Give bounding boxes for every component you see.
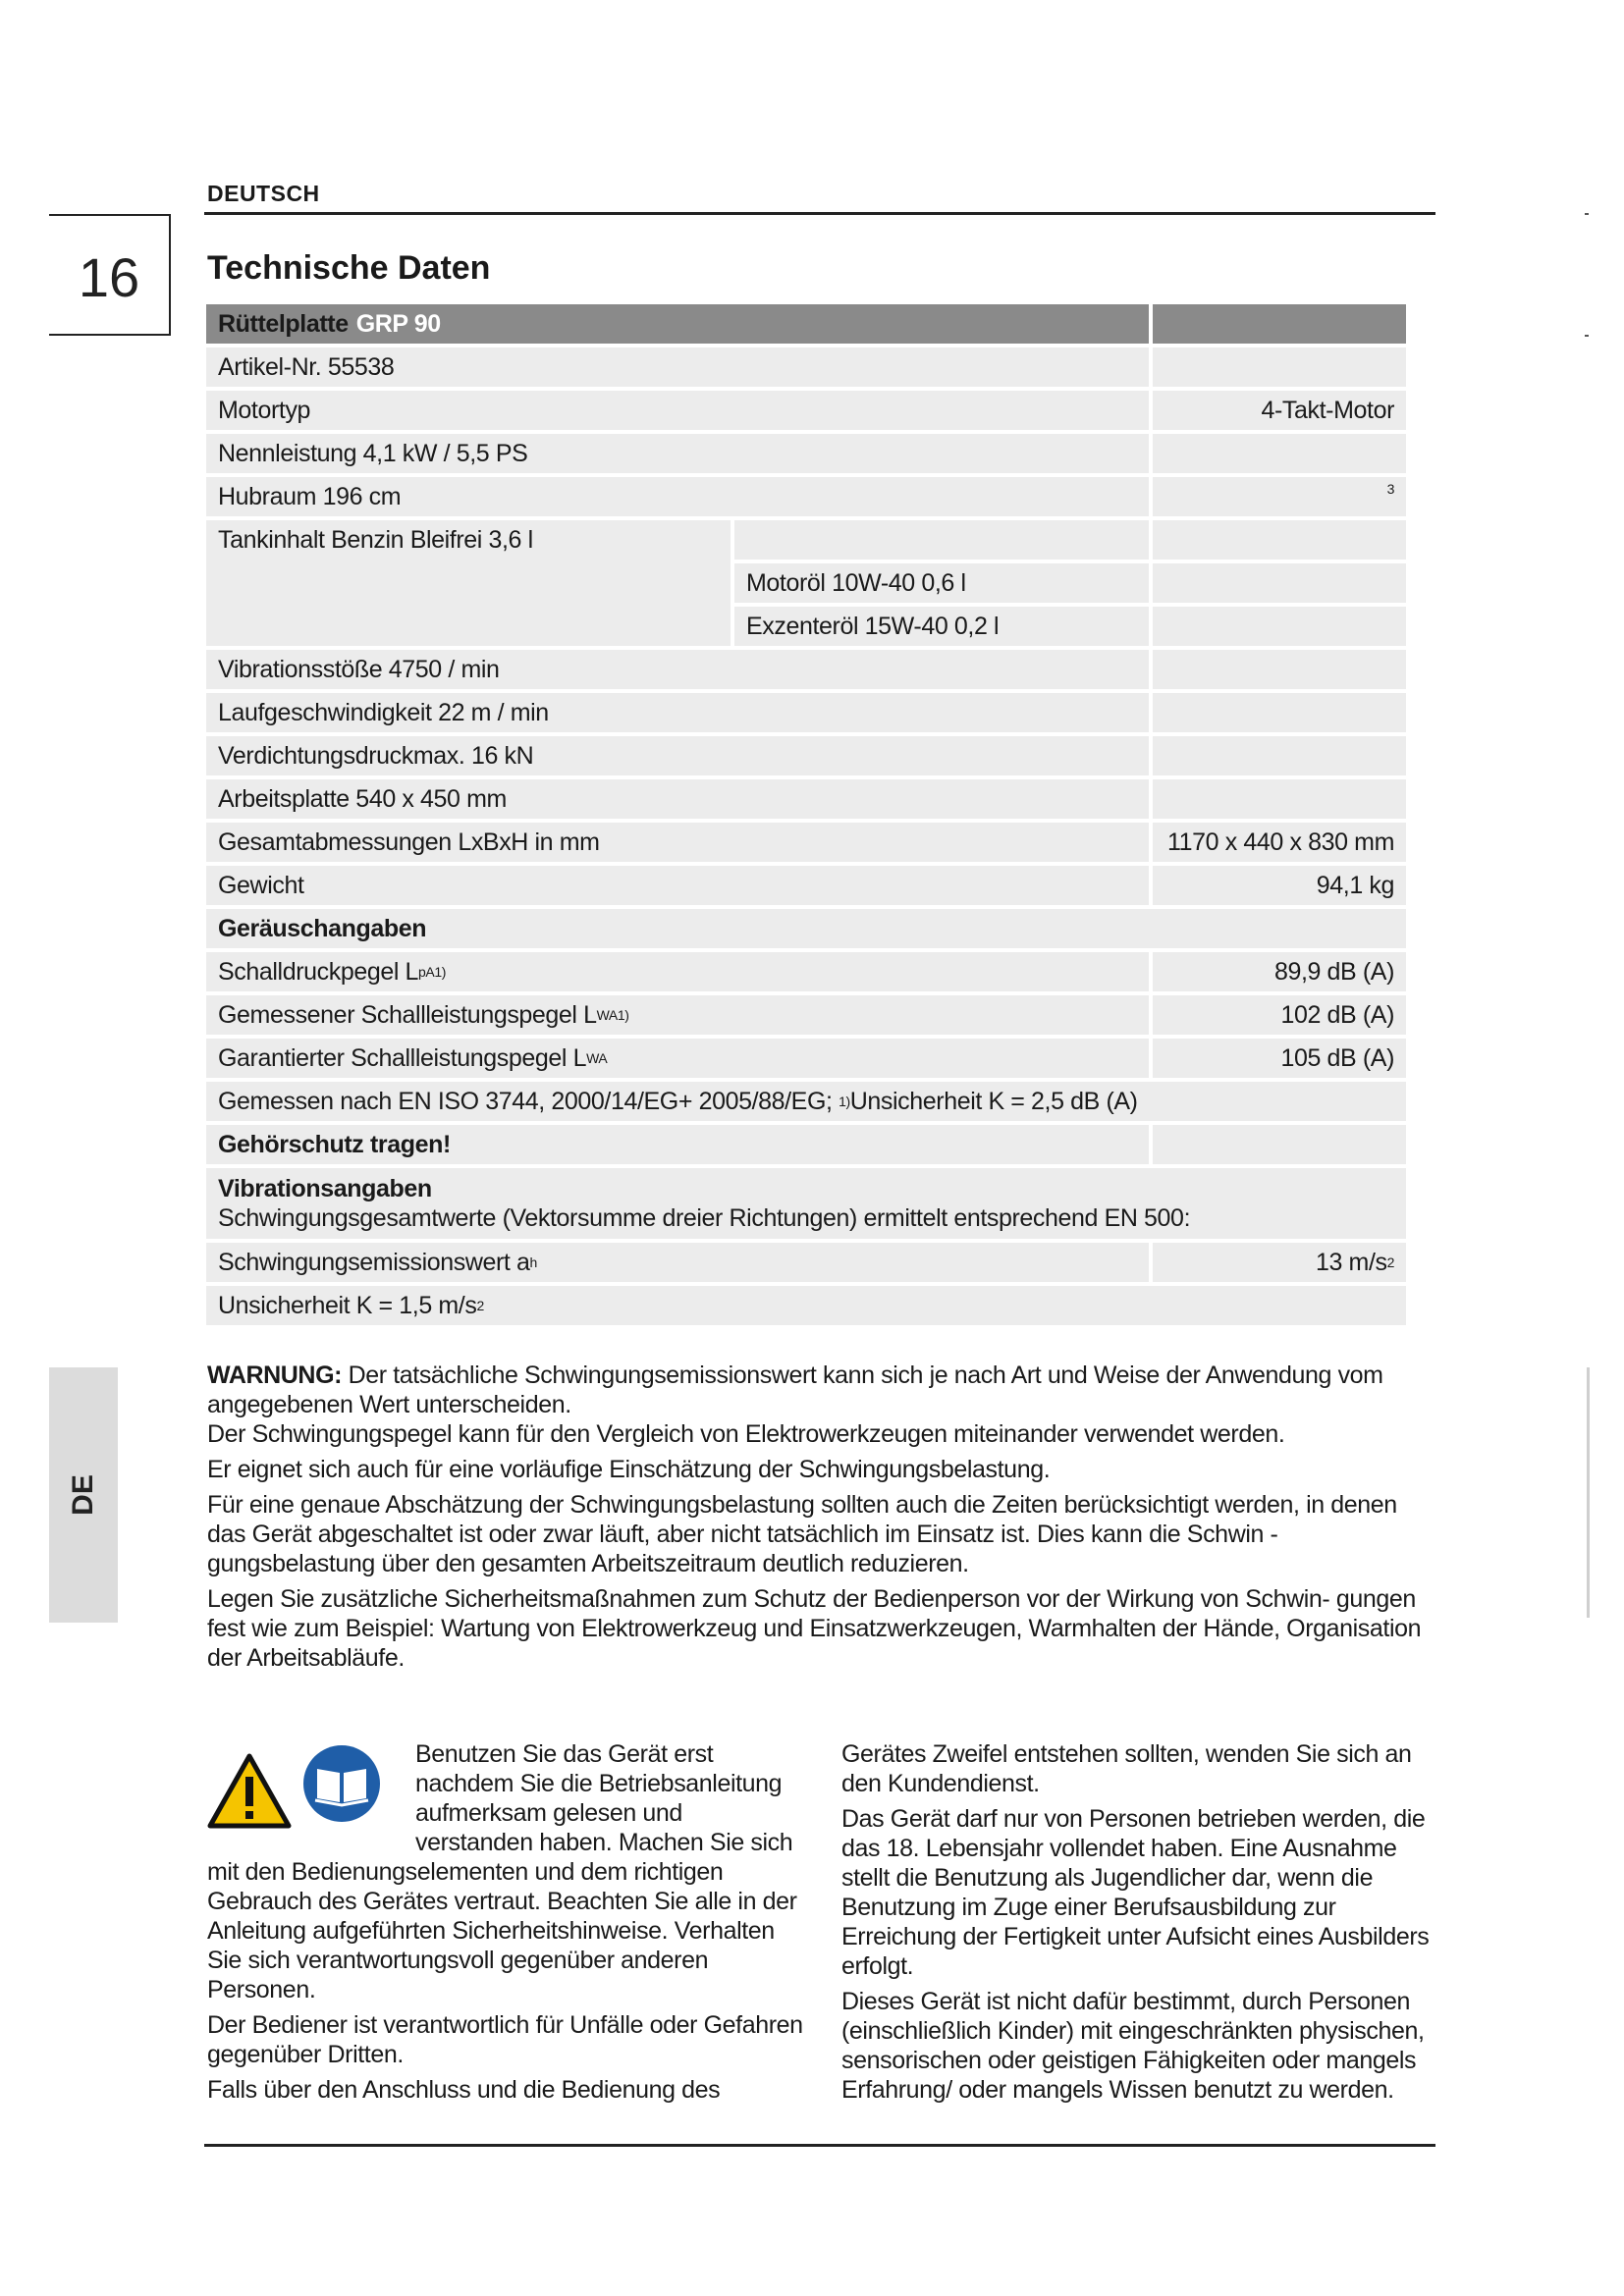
page-number: 16 — [78, 246, 140, 308]
safety-paragraph: Benutzen Sie das Gerät erst nachdem Sie die Betriebsanleitung aufmerksam gelesen und verstanden haben. Machen Sie sich mit den Bedienungselementen und dem richtigen Gebrauch des Gerätes vertraut. Beachten Sie alle in der Anleitung aufgeführten Sicherheitshinweise. Verhalten Sie sich verantwortungsvoll gegenüber anderen Personen. — [207, 1740, 797, 2003]
row-value — [1153, 1243, 1406, 1282]
label-text: Gemessener Schallleistungspegel L — [218, 1000, 597, 1029]
subscript: WA — [596, 1007, 618, 1023]
table-row — [206, 391, 1406, 430]
row-label: Artikel-Nr. 55538 — [206, 347, 1149, 387]
table-row — [206, 477, 1406, 516]
table-row — [206, 736, 1406, 775]
row-value — [1153, 347, 1406, 387]
subscript: WA — [586, 1050, 608, 1066]
label-text: Schalldruckpegel L — [218, 957, 419, 986]
table-row — [206, 866, 1406, 905]
left-column — [207, 1739, 806, 2110]
table-row — [206, 1082, 1406, 1121]
language-header: DEUTSCH — [207, 181, 320, 206]
table-row — [206, 1039, 1406, 1078]
safety-paragraph: Gerätes Zweifel entstehen sollten, wenden Sie sich an den Kundendienst. — [841, 1740, 1412, 1797]
row-label: Verdichtungsdruckmax. 16 kN — [206, 736, 1149, 775]
page-title: Technische Daten — [207, 249, 491, 287]
label-text: Schwingungsemissionswert a — [218, 1248, 530, 1276]
row-label: Arbeitsplatte 540 x 450 mm — [206, 779, 1149, 819]
row-value — [1153, 779, 1406, 819]
warning-label: WARNUNG: — [207, 1362, 343, 1389]
uncertainty-text: Unsicherheit K = 1,5 m/s — [218, 1291, 477, 1319]
superscript: 1) — [839, 1094, 850, 1109]
row-label — [206, 995, 1149, 1035]
row-label — [206, 952, 1149, 991]
row-label: Vibrationsstöße 4750 / min — [206, 650, 1149, 689]
tank-sub-column — [734, 520, 1149, 646]
subscript: pA — [418, 964, 435, 980]
safety-paragraph: Der Bediener ist verantwortlich für Unfälle oder Gefahren gegenüber Dritten. — [207, 2011, 803, 2068]
safety-icons — [207, 1741, 404, 1840]
tick-mark — [1585, 213, 1589, 215]
tank-label: Tankinhalt Benzin Bleifrei 3,6 l — [206, 520, 731, 646]
warning-text: Der Schwingungspegel kann für den Vergleich von Elektrowerkzeugen miteinander verwendet werden. — [207, 1420, 1285, 1448]
spec-table — [206, 304, 1406, 1329]
table-row — [206, 909, 1406, 948]
norm-text: Unsicherheit K = 2,5 dB (A) — [849, 1087, 1138, 1115]
table-row — [206, 952, 1406, 991]
row-value: 94,1 kg — [1153, 866, 1406, 905]
blank-cell — [734, 520, 1149, 560]
motor-oil: Motoröl 10W-40 0,6 l — [734, 563, 1149, 603]
warning-paragraph: Legen Sie zusätzliche Sicherheitsmaßnahmen zum Schutz der Bedienperson vor der Wirkung von Schwin- gungen fest wie zum Beispiel: Wartung von Elektrowerkzeug und Einsatzwerkzeugen, Warmhalten der Hände, Organisation der Arbeitsabläufe. — [207, 1585, 1422, 1672]
hearing-protection: Gehörschutz tragen! — [206, 1125, 1149, 1164]
table-row — [206, 1125, 1406, 1164]
row-value: 1170 x 440 x 830 mm — [1153, 823, 1406, 862]
label-text: Garantierter Schallleistungspegel L — [218, 1043, 587, 1072]
value-text: 13 m/s — [1315, 1248, 1387, 1276]
table-row — [206, 823, 1406, 862]
superscript: 3 — [1386, 481, 1394, 497]
warning-paragraph: Für eine genaue Abschätzung der Schwingungsbelastung sollten auch die Zeiten berücksichtigt werden, in denen das Gerät abgeschaltet ist oder zwar läuft, aber nicht tatsächlich im Einsatz ist. Dies kann die Schwin - gungsbelastung über den gesamten Arbeitszeitraum deutlich reduzieren. — [207, 1491, 1397, 1577]
subscript: h — [529, 1255, 537, 1270]
bottom-rule — [204, 2144, 1435, 2147]
uncertainty-note — [206, 1286, 1406, 1325]
row-value — [1153, 434, 1406, 473]
row-label: Nennleistung 4,1 kW / 5,5 PS — [206, 434, 1149, 473]
read-manual-icon — [301, 1743, 382, 1824]
side-tab-label: DE — [67, 1474, 99, 1516]
table-row — [206, 650, 1406, 689]
table-row — [206, 779, 1406, 819]
row-value — [1153, 520, 1406, 560]
row-value: 89,9 dB (A) — [1153, 952, 1406, 991]
superscript: 2 — [476, 1298, 484, 1313]
right-margin-mark — [1587, 1367, 1590, 1618]
row-label — [206, 1243, 1149, 1282]
row-label — [206, 1039, 1149, 1078]
safety-paragraph: Falls über den Anschluss und die Bedienung des — [207, 2076, 721, 2104]
row-value — [1153, 563, 1406, 603]
superscript: 1) — [617, 1007, 629, 1023]
noise-heading: Geräuschangaben — [206, 909, 1406, 948]
vibration-block — [206, 1168, 1406, 1239]
table-row — [206, 434, 1406, 473]
row-value: 102 dB (A) — [1153, 995, 1406, 1035]
table-header-cell — [206, 304, 1149, 344]
warning-triangle-icon — [207, 1753, 292, 1830]
language-side-tab — [49, 1367, 118, 1623]
table-header-row — [206, 304, 1406, 344]
row-label: Motortyp — [206, 391, 1149, 430]
row-value: 4-Takt-Motor — [1153, 391, 1406, 430]
norm-text: Gemessen nach EN ISO 3744, 2000/14/EG+ 2005/88/EG; — [218, 1087, 833, 1115]
warning-text: Der tatsächliche Schwingungsemissionswert kann sich je nach Art und Weise der Anwendung vom angegebenen Wert unterscheiden. — [207, 1362, 1383, 1418]
warning-paragraph: Er eignet sich auch für eine vorläufige Einschätzung der Schwingungsbelastung. — [207, 1456, 1051, 1483]
row-value — [1153, 650, 1406, 689]
row-label: Gewicht — [206, 866, 1149, 905]
table-row — [206, 1243, 1406, 1282]
norm-note — [206, 1082, 1406, 1121]
table-header-blank — [1153, 304, 1406, 344]
tank-block — [206, 520, 1406, 646]
eccentric-oil: Exzenteröl 15W-40 0,2 l — [734, 607, 1149, 646]
row-label: Laufgeschwindigkeit 22 m / min — [206, 693, 1149, 732]
row-value — [1153, 693, 1406, 732]
row-value — [1153, 477, 1406, 516]
table-row — [206, 995, 1406, 1035]
right-column — [841, 1739, 1440, 2110]
row-label: Gesamtabmessungen LxBxH in mm — [206, 823, 1149, 862]
table-row — [206, 1286, 1406, 1325]
page-number-box — [49, 214, 171, 336]
superscript: 1) — [434, 964, 447, 980]
tank-value-column — [1153, 520, 1406, 646]
safety-paragraph: Dieses Gerät ist nicht dafür bestimmt, durch Personen (einschließlich Kinder) mit eingeschränkten physischen, sensorischen oder geistigen Fähigkeiten oder mangels Erfahrung/ oder mangels Wissen benutzt zu werden. — [841, 1988, 1425, 2104]
table-row — [206, 693, 1406, 732]
top-rule — [204, 212, 1435, 215]
row-label: Hubraum 196 cm — [206, 477, 1149, 516]
row-value — [1153, 1125, 1406, 1164]
superscript: 2 — [1386, 1255, 1394, 1270]
product-model: GRP 90 — [355, 309, 441, 338]
table-row — [206, 347, 1406, 387]
vibration-text: Schwingungsgesamtwerte (Vektorsumme dreier Richtungen) ermittelt entsprechend EN 500: — [218, 1203, 1191, 1232]
safety-paragraph: Das Gerät darf nur von Personen betrieben werden, die das 18. Lebensjahr vollendet haben. Eine Ausnahme stellt die Benutzung als Jugendlicher dar, wenn die Benutzung im Zuge einer Berufsausbildung zur Erreichung der Fertigkeit unter Aufsicht eines Ausbilders erfolgt. — [841, 1805, 1430, 1980]
row-value — [1153, 736, 1406, 775]
row-value: 105 dB (A) — [1153, 1039, 1406, 1078]
vibration-heading: Vibrationsangaben — [218, 1174, 432, 1202]
tick-mark — [1585, 335, 1589, 337]
row-value — [1153, 607, 1406, 646]
product-type: Rüttelplatte — [218, 309, 349, 338]
warning-section — [207, 1361, 1435, 1679]
warning-paragraph — [207, 1361, 1435, 1449]
